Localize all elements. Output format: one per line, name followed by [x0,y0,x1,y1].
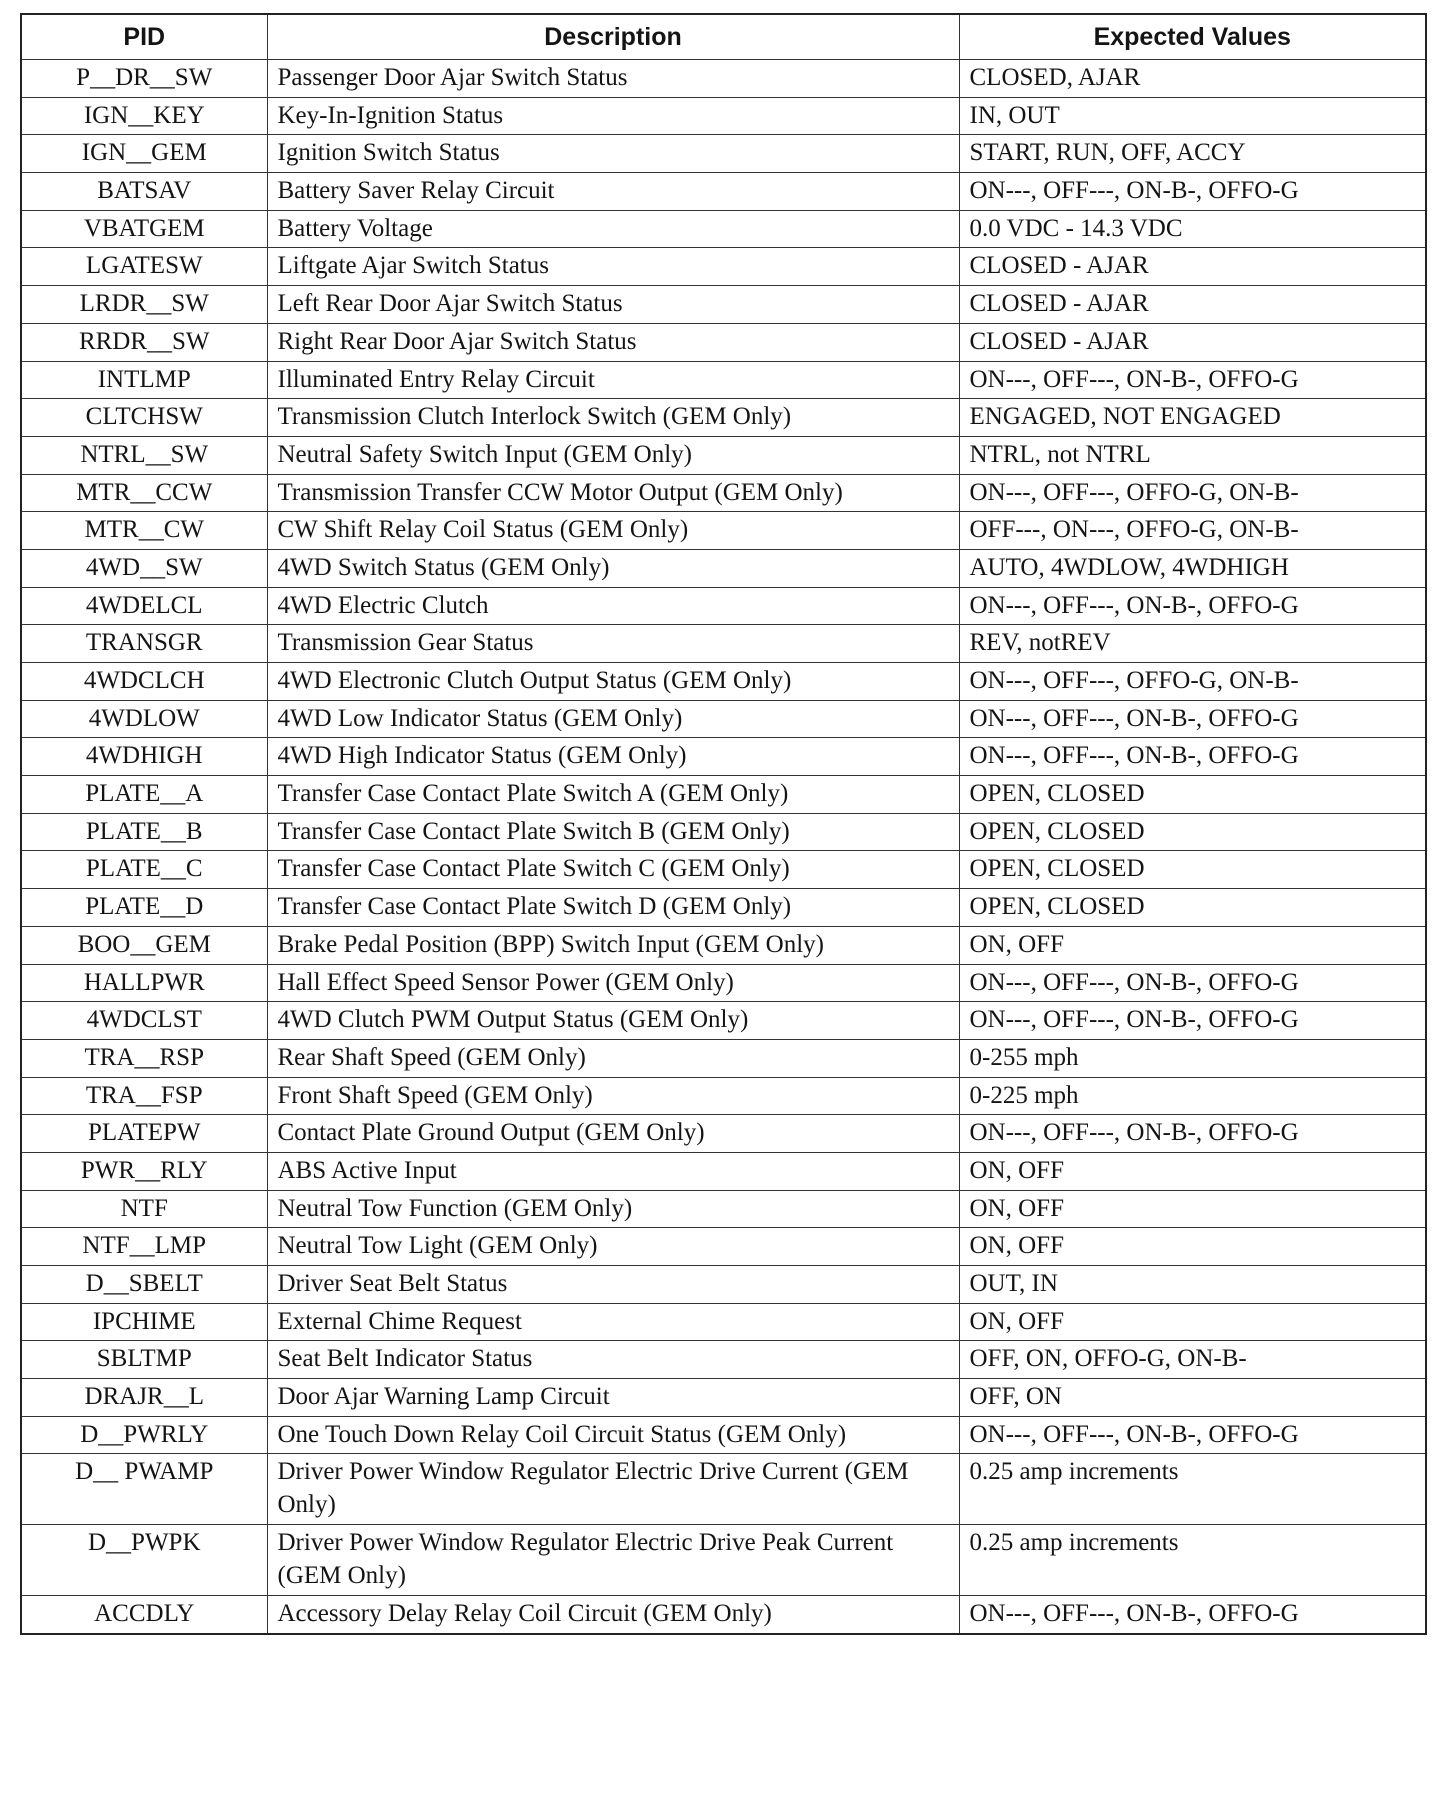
table-row [21,926,1426,964]
table-row [21,323,1426,361]
description-cell: Passenger Door Ajar Switch Status [267,60,959,98]
pid-cell: IGN__KEY [21,97,267,135]
description-cell: Illuminated Entry Relay Circuit [267,361,959,399]
expected-values-cell: CLOSED - AJAR [959,323,1426,361]
expected-values-cell: ON, OFF [959,1228,1426,1266]
expected-values-cell: ON---, OFF---, ON-B-, OFFO-G [959,1002,1426,1040]
expected-values-cell: 0.0 VDC - 14.3 VDC [959,210,1426,248]
pid-cell: BOO__GEM [21,926,267,964]
expected-values-cell: OPEN, CLOSED [959,851,1426,889]
pid-cell: NTRL__SW [21,436,267,474]
header-description: Description [267,14,959,60]
table-row [21,1379,1426,1417]
expected-values-cell: 0-255 mph [959,1039,1426,1077]
expected-values-cell: OFF, ON, OFFO-G, ON-B- [959,1341,1426,1379]
expected-values-cell: ON---, OFF---, ON-B-, OFFO-G [959,700,1426,738]
expected-values-cell: ON---, OFF---, ON-B-, OFFO-G [959,361,1426,399]
table-body [21,60,1426,1635]
expected-values-cell: ON---, OFF---, ON-B-, OFFO-G [959,964,1426,1002]
table-row [21,700,1426,738]
description-cell: 4WD Electric Clutch [267,587,959,625]
table-row [21,549,1426,587]
pid-cell: PLATE__C [21,851,267,889]
pid-cell: D__PWRLY [21,1416,267,1454]
table-row [21,512,1426,550]
description-cell: 4WD Electronic Clutch Output Status (GEM Only) [267,663,959,701]
pid-cell: PLATE__B [21,813,267,851]
expected-values-cell: OFF, ON [959,1379,1426,1417]
description-cell: Hall Effect Speed Sensor Power (GEM Only) [267,964,959,1002]
table-row [21,248,1426,286]
description-cell: External Chime Request [267,1303,959,1341]
pid-cell: 4WDCLCH [21,663,267,701]
table-row [21,286,1426,324]
pid-cell: 4WDHIGH [21,738,267,776]
pid-cell: DRAJR__L [21,1379,267,1417]
expected-values-cell: OUT, IN [959,1266,1426,1304]
table-row [21,889,1426,927]
expected-values-cell: OPEN, CLOSED [959,776,1426,814]
table-row [21,813,1426,851]
pid-cell: PLATEPW [21,1115,267,1153]
expected-values-cell: OPEN, CLOSED [959,889,1426,927]
table-row [21,399,1426,437]
pid-cell: ACCDLY [21,1596,267,1634]
expected-values-cell: ON---, OFF---, ON-B-, OFFO-G [959,1115,1426,1153]
description-cell: 4WD Clutch PWM Output Status (GEM Only) [267,1002,959,1040]
description-cell: Brake Pedal Position (BPP) Switch Input (GEM Only) [267,926,959,964]
header-pid: PID [21,14,267,60]
description-cell: Transmission Gear Status [267,625,959,663]
description-cell: Transfer Case Contact Plate Switch C (GEM Only) [267,851,959,889]
description-cell: Transfer Case Contact Plate Switch B (GEM Only) [267,813,959,851]
description-cell: Key-In-Ignition Status [267,97,959,135]
description-cell: Transfer Case Contact Plate Switch D (GEM Only) [267,889,959,927]
description-cell: Liftgate Ajar Switch Status [267,248,959,286]
description-cell: Driver Seat Belt Status [267,1266,959,1304]
table-row [21,1152,1426,1190]
table-row [21,210,1426,248]
description-cell: CW Shift Relay Coil Status (GEM Only) [267,512,959,550]
pid-cell: TRANSGR [21,625,267,663]
table-row [21,135,1426,173]
expected-values-cell: ON, OFF [959,1190,1426,1228]
pid-cell: RRDR__SW [21,323,267,361]
description-cell: Transmission Transfer CCW Motor Output (GEM Only) [267,474,959,512]
pid-cell: NTF__LMP [21,1228,267,1266]
table-row [21,776,1426,814]
description-cell: Accessory Delay Relay Coil Circuit (GEM Only) [267,1596,959,1634]
pid-cell: VBATGEM [21,210,267,248]
pid-cell: IPCHIME [21,1303,267,1341]
table-row [21,1266,1426,1304]
description-cell: 4WD High Indicator Status (GEM Only) [267,738,959,776]
table-row [21,1077,1426,1115]
header-expected-values: Expected Values [959,14,1426,60]
expected-values-cell: ON---, OFF---, ON-B-, OFFO-G [959,587,1426,625]
expected-values-cell: OPEN, CLOSED [959,813,1426,851]
pid-cell: MTR__CCW [21,474,267,512]
table-row [21,97,1426,135]
expected-values-cell: ENGAGED, NOT ENGAGED [959,399,1426,437]
pid-cell: SBLTMP [21,1341,267,1379]
table-row [21,1454,1426,1525]
expected-values-cell: NTRL, not NTRL [959,436,1426,474]
expected-values-cell: ON, OFF [959,1303,1426,1341]
description-cell: Rear Shaft Speed (GEM Only) [267,1039,959,1077]
expected-values-cell: START, RUN, OFF, ACCY [959,135,1426,173]
table-row [21,1341,1426,1379]
table-row [21,625,1426,663]
expected-values-cell: 0.25 amp increments [959,1454,1426,1525]
pid-cell: PLATE__A [21,776,267,814]
description-cell: Battery Voltage [267,210,959,248]
pid-cell: TRA__RSP [21,1039,267,1077]
pid-cell: LRDR__SW [21,286,267,324]
pid-cell: INTLMP [21,361,267,399]
pid-cell: D__ PWAMP [21,1454,267,1525]
table-row [21,1303,1426,1341]
table-row [21,1190,1426,1228]
description-cell: ABS Active Input [267,1152,959,1190]
description-cell: Seat Belt Indicator Status [267,1341,959,1379]
description-cell: Right Rear Door Ajar Switch Status [267,323,959,361]
table-row [21,587,1426,625]
expected-values-cell: REV, notREV [959,625,1426,663]
table-row [21,1115,1426,1153]
expected-values-cell: ON, OFF [959,926,1426,964]
description-cell: Driver Power Window Regulator Electric Drive Peak Current (GEM Only) [267,1525,959,1596]
description-cell: Ignition Switch Status [267,135,959,173]
expected-values-cell: IN, OUT [959,97,1426,135]
pid-cell: IGN__GEM [21,135,267,173]
pid-cell: HALLPWR [21,964,267,1002]
description-cell: Neutral Safety Switch Input (GEM Only) [267,436,959,474]
pid-cell: 4WD__SW [21,549,267,587]
expected-values-cell: ON---, OFF---, OFFO-G, ON-B- [959,663,1426,701]
expected-values-cell: ON, OFF [959,1152,1426,1190]
pid-cell: PLATE__D [21,889,267,927]
expected-values-cell: 0-225 mph [959,1077,1426,1115]
table-row [21,1228,1426,1266]
description-cell: Transmission Clutch Interlock Switch (GEM Only) [267,399,959,437]
description-cell: Front Shaft Speed (GEM Only) [267,1077,959,1115]
pid-cell: PWR__RLY [21,1152,267,1190]
expected-values-cell: AUTO, 4WDLOW, 4WDHIGH [959,549,1426,587]
pid-cell: 4WDLOW [21,700,267,738]
table-row [21,1002,1426,1040]
description-cell: Transfer Case Contact Plate Switch A (GEM Only) [267,776,959,814]
description-cell: Left Rear Door Ajar Switch Status [267,286,959,324]
expected-values-cell: OFF---, ON---, OFFO-G, ON-B- [959,512,1426,550]
expected-values-cell: CLOSED - AJAR [959,286,1426,324]
table-row [21,1525,1426,1596]
description-cell: 4WD Switch Status (GEM Only) [267,549,959,587]
pid-table [20,13,1427,1635]
pid-cell: MTR__CW [21,512,267,550]
table-row [21,738,1426,776]
table-row [21,474,1426,512]
pid-cell: NTF [21,1190,267,1228]
table-row [21,964,1426,1002]
description-cell: Neutral Tow Function (GEM Only) [267,1190,959,1228]
table-row [21,173,1426,211]
pid-cell: LGATESW [21,248,267,286]
expected-values-cell: CLOSED - AJAR [959,248,1426,286]
table-row [21,1596,1426,1634]
header-row [21,14,1426,60]
table-row [21,436,1426,474]
expected-values-cell: ON---, OFF---, ON-B-, OFFO-G [959,173,1426,211]
table-row [21,663,1426,701]
description-cell: One Touch Down Relay Coil Circuit Status (GEM Only) [267,1416,959,1454]
pid-cell: 4WDELCL [21,587,267,625]
pid-cell: P__DR__SW [21,60,267,98]
expected-values-cell: ON---, OFF---, ON-B-, OFFO-G [959,1416,1426,1454]
description-cell: Battery Saver Relay Circuit [267,173,959,211]
description-cell: Contact Plate Ground Output (GEM Only) [267,1115,959,1153]
pid-cell: D__PWPK [21,1525,267,1596]
description-cell: Neutral Tow Light (GEM Only) [267,1228,959,1266]
expected-values-cell: ON---, OFF---, ON-B-, OFFO-G [959,738,1426,776]
pid-cell: CLTCHSW [21,399,267,437]
table-row [21,1039,1426,1077]
pid-cell: BATSAV [21,173,267,211]
expected-values-cell: ON---, OFF---, OFFO-G, ON-B- [959,474,1426,512]
description-cell: Driver Power Window Regulator Electric Drive Current (GEM Only) [267,1454,959,1525]
description-cell: 4WD Low Indicator Status (GEM Only) [267,700,959,738]
table-row [21,60,1426,98]
pid-cell: D__SBELT [21,1266,267,1304]
pid-cell: TRA__FSP [21,1077,267,1115]
table-row [21,361,1426,399]
expected-values-cell: ON---, OFF---, ON-B-, OFFO-G [959,1596,1426,1634]
expected-values-cell: 0.25 amp increments [959,1525,1426,1596]
pid-cell: 4WDCLST [21,1002,267,1040]
table-row [21,851,1426,889]
description-cell: Door Ajar Warning Lamp Circuit [267,1379,959,1417]
table-row [21,1416,1426,1454]
expected-values-cell: CLOSED, AJAR [959,60,1426,98]
